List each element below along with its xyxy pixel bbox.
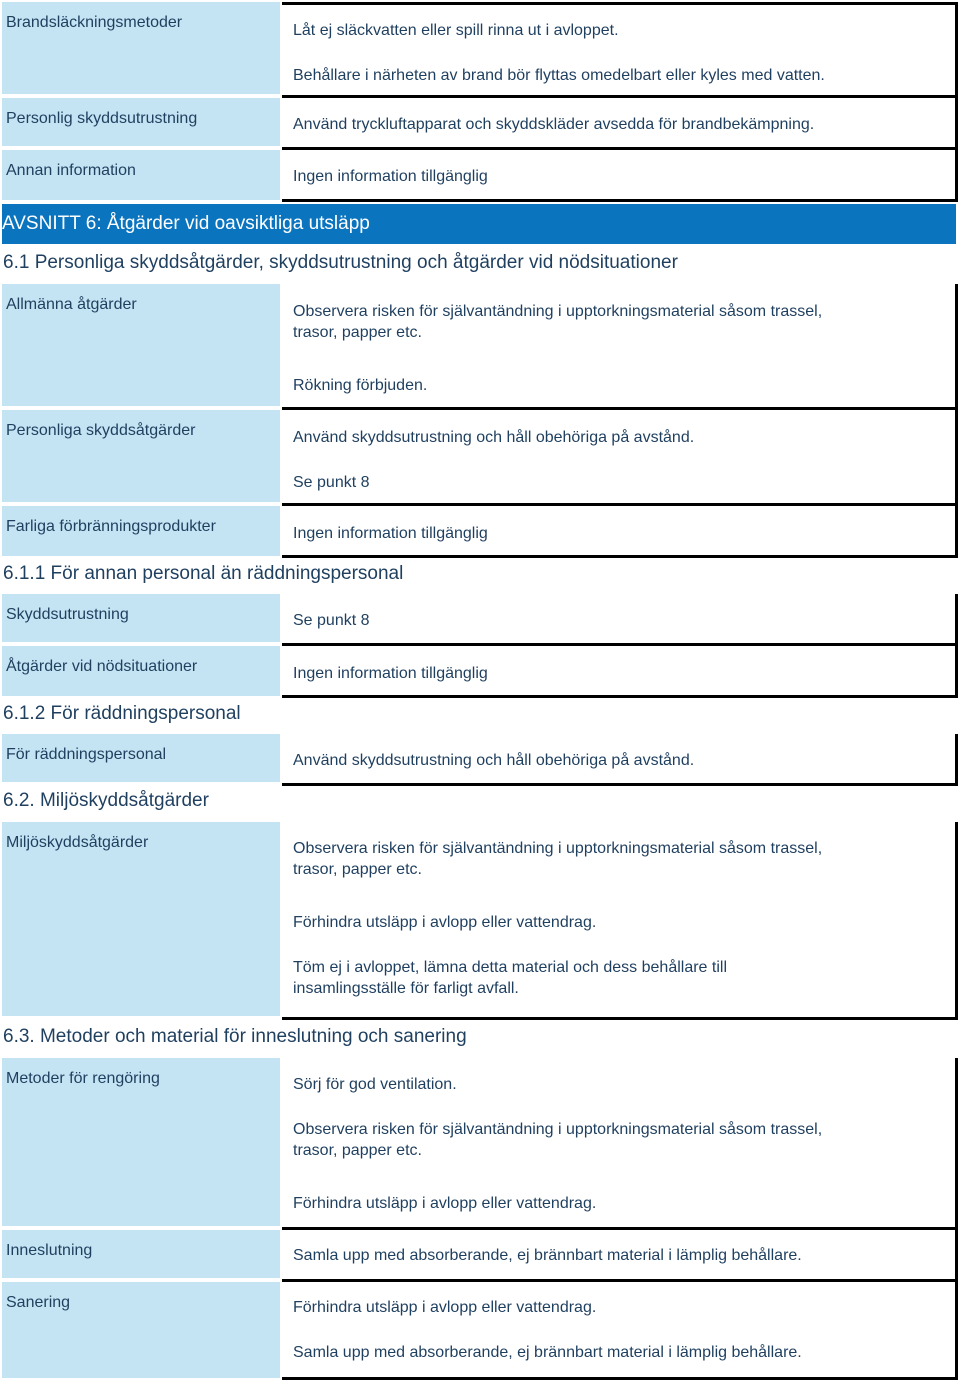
- text-line: Sörj för god ventilation.: [293, 1076, 457, 1093]
- text-line: trasor, papper etc.: [293, 861, 422, 878]
- value-containment: [282, 1230, 958, 1282]
- heading-6-1-2: 6.1.2 För räddningspersonal: [3, 703, 241, 724]
- value-protective-equipment: [282, 594, 958, 646]
- label-personal-precautions: Personliga skyddsåtgärder: [2, 410, 280, 502]
- text-line: Ingen information tillgänglig: [293, 665, 488, 682]
- label-environmental-precautions: Miljöskyddsåtgärder: [2, 822, 280, 1016]
- value-emergency-procedures: [282, 646, 958, 698]
- label-protective-equipment: Skyddsutrustning: [2, 594, 280, 642]
- text-line: Observera risken för självantändning i upptorkningsmaterial såsom trassel,: [293, 840, 823, 857]
- heading-6-1-1: 6.1.1 För annan personal än räddningspersonal: [3, 563, 404, 584]
- text-line: Samla upp med absorberande, ej brännbart material i lämplig behållare.: [293, 1247, 802, 1264]
- heading-6-2: 6.2. Miljöskyddsåtgärder: [3, 790, 209, 811]
- value-personal-precautions: [282, 410, 958, 506]
- value-other-info: [282, 150, 958, 202]
- value-emergency-responders: [282, 734, 958, 786]
- text-line: Behållare i närheten av brand bör flyttas omedelbart eller kyles med vatten.: [293, 67, 825, 84]
- text-line: trasor, papper etc.: [293, 324, 422, 341]
- heading-6-1: 6.1 Personliga skyddsåtgärder, skyddsutrustning och åtgärder vid nödsituationer: [3, 252, 678, 273]
- text-line: Förhindra utsläpp i avlopp eller vattendrag.: [293, 1195, 597, 1212]
- value-extinguishing: [282, 2, 958, 98]
- text-line: Se punkt 8: [293, 474, 370, 491]
- label-emergency-procedures: Åtgärder vid nödsituationer: [2, 646, 280, 696]
- text-line: Använd skyddsutrustning och håll obehöriga på avstånd.: [293, 752, 695, 769]
- text-line: Låt ej släckvatten eller spill rinna ut i avloppet.: [293, 22, 619, 39]
- text-line: Förhindra utsläpp i avlopp eller vattendrag.: [293, 914, 597, 931]
- text-line: Använd skyddsutrustning och håll obehöriga på avstånd.: [293, 429, 695, 446]
- label-cleaning-methods: Metoder för rengöring: [2, 1058, 280, 1226]
- value-combustion-products: [282, 506, 958, 558]
- label-general-measures: Allmänna åtgärder: [2, 284, 280, 406]
- text-line: trasor, papper etc.: [293, 1142, 422, 1159]
- label-emergency-responders: För räddningspersonal: [2, 734, 280, 782]
- text-line: insamlingsställe för farligt avfall.: [293, 980, 519, 997]
- text-line: Förhindra utsläpp i avlopp eller vattendrag.: [293, 1299, 597, 1316]
- label-ppe: Personlig skyddsutrustning: [2, 98, 280, 146]
- label-extinguishing: Brandsläckningsmetoder: [2, 2, 280, 94]
- value-general-measures: [282, 284, 958, 410]
- text-line: Töm ej i avloppet, lämna detta material och dess behållare till: [293, 959, 727, 976]
- text-line: Ingen information tillgänglig: [293, 525, 488, 542]
- value-environmental-precautions: [282, 822, 958, 1020]
- text-line: Använd tryckluftapparat och skyddskläder avsedda för brandbekämpning.: [293, 116, 815, 133]
- label-other-info: Annan information: [2, 150, 280, 200]
- label-combustion-products: Farliga förbränningsprodukter: [2, 506, 280, 556]
- text-line: Samla upp med absorberande, ej brännbart material i lämplig behållare.: [293, 1344, 802, 1361]
- section-6-header: AVSNITT 6: Åtgärder vid oavsiktliga utsläpp: [2, 204, 956, 244]
- text-line: Observera risken för självantändning i upptorkningsmaterial såsom trassel,: [293, 1121, 823, 1138]
- label-containment: Inneslutning: [2, 1230, 280, 1278]
- text-line: Ingen information tillgänglig: [293, 168, 488, 185]
- text-line: Se punkt 8: [293, 612, 370, 629]
- label-remediation: Sanering: [2, 1282, 280, 1378]
- value-ppe: [282, 98, 958, 150]
- text-line: Observera risken för självantändning i upptorkningsmaterial såsom trassel,: [293, 303, 823, 320]
- value-remediation: [282, 1282, 958, 1380]
- value-cleaning-methods: [282, 1058, 958, 1230]
- heading-6-3: 6.3. Metoder och material för inneslutning och sanering: [3, 1026, 467, 1047]
- text-line: Rökning förbjuden.: [293, 377, 428, 394]
